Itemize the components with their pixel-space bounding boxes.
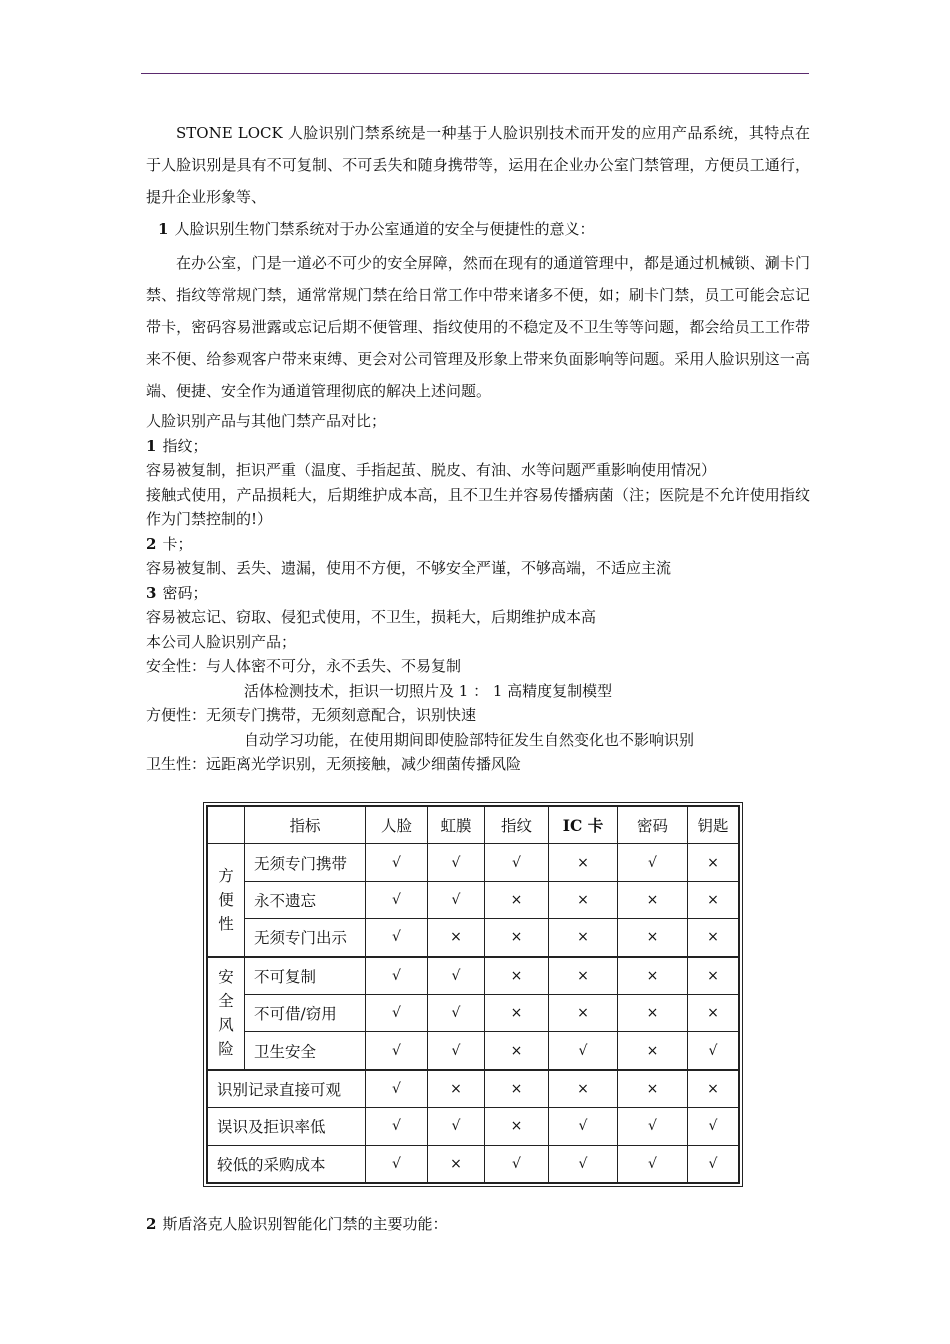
mark-cell: × [428, 919, 485, 957]
mark-cell: × [549, 1070, 618, 1108]
row-label: 永不遗忘 [245, 881, 366, 918]
mark-cell: √ [366, 881, 428, 918]
safety-line: 安全性：与人体密不可分，永不丢失、不易复制 [146, 657, 462, 675]
header-fingerprint: 指纹 [485, 806, 549, 844]
mark-cell: × [618, 957, 688, 995]
fingerprint-number: 1 [146, 436, 157, 455]
table-row [207, 1070, 739, 1108]
mark-cell: √ [366, 1108, 428, 1145]
group-convenience [207, 844, 245, 957]
mark-cell: × [549, 957, 618, 995]
mark-cell: √ [366, 844, 428, 881]
mark-cell: × [485, 994, 549, 1031]
password-number: 3 [146, 583, 157, 602]
mark-cell: √ [366, 1145, 428, 1183]
header-password: 密码 [618, 806, 688, 844]
mark-cell: √ [366, 957, 428, 995]
header-iris: 虹膜 [428, 806, 485, 844]
fingerprint-line-1: 容易被复制，拒识严重（温度、手指起茧、脱皮、有油、水等问题严重影响使用情况） [146, 461, 717, 479]
password-heading [146, 581, 810, 606]
table-row [207, 957, 739, 995]
row-label: 卫生安全 [245, 1032, 366, 1070]
mark-cell: √ [428, 957, 485, 995]
group-char: 险 [218, 1040, 234, 1059]
table-row [207, 1032, 739, 1070]
header-rule [141, 73, 809, 74]
fingerprint-label: 指纹； [162, 436, 208, 455]
row-label: 无须专门携带 [245, 844, 366, 881]
mark-cell: √ [688, 1145, 740, 1183]
password-label: 密码； [162, 583, 208, 602]
mark-cell: × [688, 1070, 740, 1108]
mark-cell: √ [428, 844, 485, 881]
group-security-risk [207, 957, 245, 1070]
row-label: 无须专门出示 [245, 919, 366, 957]
mark-cell: √ [428, 1032, 485, 1070]
section-1-body: 在办公室，门是一道必不可少的安全屏障，然而在现有的通道管理中，都是通过机械锁、涮卡门禁、指纹等常规门禁，通常常规门禁在给日常工作中带来诸多不便，如；刷卡门禁，员工可能会忘记带卡，密码容易泄露或忘记后期不便管理、指纹使用的不稳定及不卫生等等问题，都会给员工工作带来不便、给参观客户带来束缚、更会对公司管理及形象上带来负面影响等问题。采用人脸识别这一高端、便捷、安全作为通道管理彻底的解决上述问题。 [146, 254, 810, 400]
card-label: 卡； [162, 534, 193, 553]
comparison-table [206, 805, 740, 1184]
mark-cell: √ [428, 994, 485, 1031]
card-heading [146, 532, 810, 557]
header-face: 人脸 [366, 806, 428, 844]
mark-cell: × [618, 994, 688, 1031]
mark-cell: × [549, 844, 618, 881]
mark-cell: × [549, 881, 618, 918]
mark-cell: × [485, 1032, 549, 1070]
table-row [207, 1145, 739, 1183]
section-1-number: 1 [158, 220, 169, 238]
mark-cell: × [618, 1032, 688, 1070]
comparison-heading: 人脸识别产品与其他门禁产品对比； [146, 412, 387, 430]
section-1-title: 人脸识别生物门禁系统对于办公室通道的安全与便捷性的意义： [174, 220, 595, 238]
mark-cell: × [428, 1070, 485, 1108]
section-2-number: 2 [146, 1215, 157, 1233]
mark-cell: √ [688, 1108, 740, 1145]
convenience-line: 方便性：无须专门携带，无须刻意配合，识别快速 [146, 706, 477, 724]
row-label: 误识及拒识率低 [207, 1108, 366, 1145]
mark-cell: × [618, 881, 688, 918]
mark-cell: × [549, 994, 618, 1031]
table-header-row [207, 806, 739, 844]
row-label: 识别记录直接可观 [207, 1070, 366, 1108]
mark-cell: √ [428, 881, 485, 918]
ours-heading: 本公司人脸识别产品； [146, 632, 297, 651]
mark-cell: × [428, 1145, 485, 1183]
fingerprint-line-2: 接触式使用，产品损耗大，后期维护成本高，且不卫生并容易传播病菌（注；医院是不允许使用指纹作为门禁控制的!） [146, 485, 810, 528]
mark-cell: × [485, 1070, 549, 1108]
mark-cell: √ [485, 844, 549, 881]
mark-cell: × [549, 919, 618, 957]
group-char: 性 [218, 914, 234, 933]
mark-cell: × [485, 881, 549, 918]
table-row [207, 844, 739, 881]
mark-cell: √ [618, 1145, 688, 1183]
mark-cell: × [688, 881, 740, 918]
mark-cell: √ [549, 1032, 618, 1070]
header-key: 钥匙 [688, 806, 740, 844]
row-label: 不可借/窃用 [245, 994, 366, 1031]
mark-cell: √ [618, 1108, 688, 1145]
mark-cell: × [688, 994, 740, 1031]
mark-cell: × [688, 957, 740, 995]
mark-cell: √ [549, 1145, 618, 1183]
mark-cell: × [485, 919, 549, 957]
table-row [207, 919, 739, 957]
group-char: 便 [218, 890, 234, 909]
table-row [207, 1108, 739, 1145]
mark-cell: √ [366, 994, 428, 1031]
group-char: 方 [218, 866, 234, 885]
safety-sub-line: 活体检测技术，拒识一切照片及 1 ： 1 高精度复制模型 [244, 681, 613, 700]
group-char: 风 [218, 1016, 234, 1035]
mark-cell: × [618, 919, 688, 957]
mark-cell: √ [618, 844, 688, 881]
mark-cell: √ [366, 1070, 428, 1108]
mark-cell: √ [485, 1145, 549, 1183]
card-number: 2 [146, 534, 157, 553]
mark-cell: √ [428, 1108, 485, 1145]
password-line-1: 容易被忘记、窃取、侵犯式使用，不卫生，损耗大，后期维护成本高 [146, 608, 597, 626]
section-2-title: 斯盾洛克人脸识别智能化门禁的主要功能： [162, 1215, 448, 1233]
document-body [146, 117, 810, 777]
comparison-table-wrap [206, 805, 740, 1184]
group-char: 安 [218, 968, 234, 987]
table-row [207, 994, 739, 1031]
mark-cell: √ [549, 1108, 618, 1145]
hygiene-line: 卫生性：远距离光学识别，无须接触，减少细菌传播风险 [146, 755, 522, 773]
header-indicator: 指标 [245, 806, 366, 844]
section-1-heading [158, 217, 810, 241]
table-row [207, 881, 739, 918]
mark-cell: × [688, 919, 740, 957]
card-line-1: 容易被复制、丢失、遗漏，使用不方便，不够安全严谨，不够高端，不适应主流 [146, 559, 672, 577]
intro-paragraph: STONE LOCK 人脸识别门禁系统是一种基于人脸识别技术而开发的应用产品系统，其特点在于人脸识别是具有不可复制、不可丢失和随身携带等，运用在企业办公室门禁管理，方便员工通行，提升企业形象等、 [146, 124, 810, 206]
mark-cell: × [485, 1108, 549, 1145]
table-header-corner [207, 806, 245, 844]
mark-cell: √ [366, 919, 428, 957]
section-2-heading [146, 1212, 447, 1236]
mark-cell: × [688, 844, 740, 881]
fingerprint-heading [146, 434, 810, 459]
mark-cell: √ [366, 1032, 428, 1070]
header-ic-card: IC 卡 [549, 806, 618, 844]
convenience-sub-line: 自动学习功能，在使用期间即使脸部特征发生自然变化也不影响识别 [244, 730, 695, 749]
mark-cell: × [485, 957, 549, 995]
row-label: 不可复制 [245, 957, 366, 995]
mark-cell: √ [688, 1032, 740, 1070]
row-label: 较低的采购成本 [207, 1145, 366, 1183]
mark-cell: × [618, 1070, 688, 1108]
group-char: 全 [218, 992, 234, 1011]
